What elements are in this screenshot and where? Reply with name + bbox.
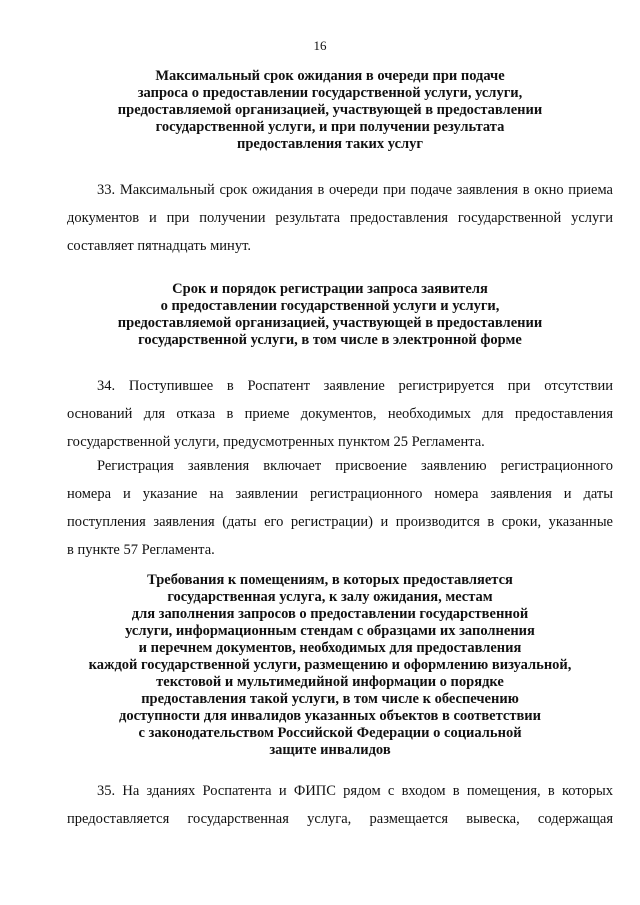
heading-line: Срок и порядок регистрации запроса заявителя [172,281,488,297]
heading-line: государственной услуги, в том числе в электронной форме [138,332,522,348]
paragraph-35 [67,777,613,833]
heading-line: текстовой и мультимедийной информации о порядке [156,674,504,690]
paragraph-line: в пункте 57 Регламента. [67,542,215,558]
section-heading-registration [60,281,600,349]
paragraph-line: поступления заявления (даты его регистрации) и производится в сроки, указанные [67,514,613,530]
heading-line: государственной услуги, и при получении результата [155,119,505,135]
paragraph-line: государственной услуги, предусмотренных пунктом 25 Регламента. [67,434,485,450]
heading-line: запроса о предоставлении государственной услуги, услуги, [137,85,523,101]
heading-line: предоставляемой организацией, участвующей в предоставлении [117,102,543,118]
paragraph-line: Регистрация заявления включает присвоение заявлению регистрационного [97,458,613,474]
page-number: 16 [313,38,327,53]
heading-line: защите инвалидов [269,742,391,758]
heading-line: Максимальный срок ожидания в очереди при подаче [155,68,505,84]
paragraph-line: документов и при получении результата предоставления государственной услуги [67,210,613,226]
heading-line: государственная услуга, к залу ожидания, местам [167,589,493,605]
paragraph-line: предоставляется государственная услуга, размещается вывеска, содержащая [67,811,613,827]
heading-line: предоставляемой организацией, участвующей в предоставлении [117,315,543,331]
paragraph-line: номера и указание на заявлении регистрационного номера заявления и даты [67,486,613,502]
paragraph-line: оснований для отказа в приеме документов, необходимых для предоставления [67,406,613,422]
paragraph-line: 35. На зданиях Роспатента и ФИПС рядом с входом в помещения, в которых [97,783,613,799]
section-heading-premises-requirements [60,572,600,759]
heading-line: предоставления такой услуги, в том числе к обеспечению [141,691,519,707]
heading-line: предоставления таких услуг [237,136,423,152]
paragraph-line: составляет пятнадцать минут. [67,238,251,254]
paragraph-33 [67,176,613,260]
paragraph-line: 33. Максимальный срок ожидания в очереди при подаче заявления в окно приема [97,182,613,198]
paragraph-34-registration [67,452,613,564]
heading-line: каждой государственной услуги, размещению и оформлению визуальной, [88,657,572,673]
paragraph-line: 34. Поступившее в Роспатент заявление регистрируется при отсутствии [97,378,613,394]
section-heading-max-wait-time [60,68,600,153]
heading-line: услуги, информационным стендам с образцами их заполнения [125,623,535,639]
heading-line: о предоставлении государственной услуги и услуги, [160,298,500,314]
heading-line: и перечнем документов, необходимых для предоставления [138,640,522,656]
heading-line: с законодательством Российской Федерации о социальной [138,725,522,741]
heading-line: Требования к помещениям, в которых предоставляется [147,572,513,588]
heading-line: доступности для инвалидов указанных объектов в соответствии [119,708,541,724]
paragraph-34 [67,372,613,456]
heading-line: для заполнения запросов о предоставлении государственной [131,606,529,622]
